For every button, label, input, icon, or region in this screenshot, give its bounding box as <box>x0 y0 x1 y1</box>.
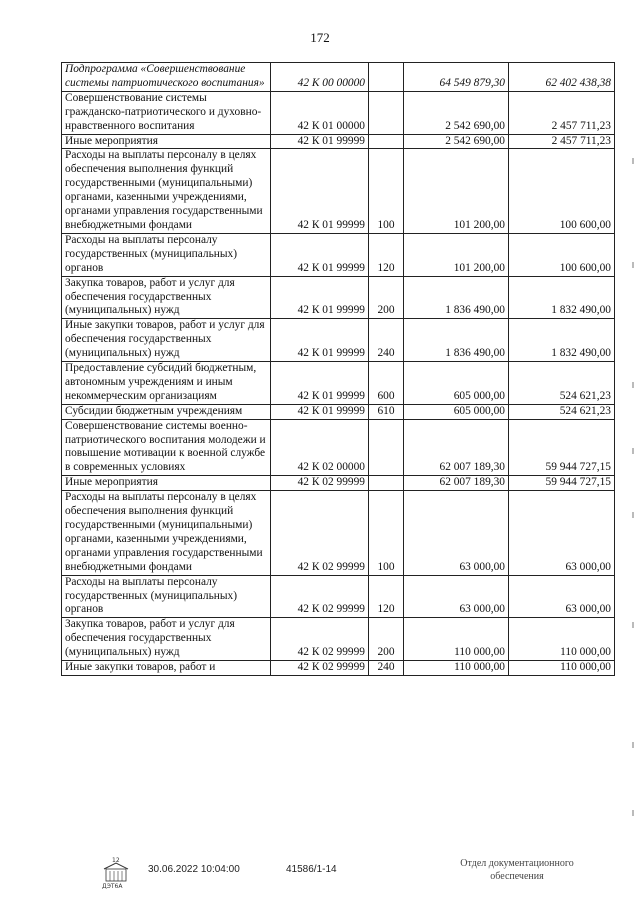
row-amount-actual-cell: 100 600,00 <box>509 149 615 233</box>
row-name-cell: Расходы на выплаты персоналу в целях обеспечения выполнения функций государственными (муниципальными) органами, казенными учреждениями, органами управления государственными внебюджетными фондами <box>62 491 271 575</box>
table-row <box>62 149 615 233</box>
table-row <box>62 618 615 661</box>
row-code-cell: 42 К 02 99999 <box>271 491 369 575</box>
row-amount-actual-cell: 59 944 727,15 <box>509 419 615 476</box>
row-amount-actual-cell: 524 621,23 <box>509 362 615 405</box>
document-footer <box>0 855 640 895</box>
page-number: 172 <box>310 30 330 45</box>
row-code-cell: 42 К 02 99999 <box>271 575 369 618</box>
row-code-cell: 42 К 01 99999 <box>271 134 369 149</box>
row-name-cell: Подпрограмма «Совершенствование системы патриотического воспитания» <box>62 63 271 92</box>
row-amount-planned-cell: 62 007 189,30 <box>404 476 509 491</box>
row-type-cell: 200 <box>369 618 404 661</box>
row-amount-planned-cell: 62 007 189,30 <box>404 419 509 476</box>
row-type-cell: 200 <box>369 276 404 319</box>
row-type-cell: 240 <box>369 661 404 676</box>
row-name-cell: Расходы на выплаты персоналу государственных (муниципальных) органов <box>62 575 271 618</box>
row-amount-planned-cell: 64 549 879,30 <box>404 63 509 92</box>
row-name-cell: Иные закупки товаров, работ и <box>62 661 271 676</box>
row-amount-planned-cell: 2 542 690,00 <box>404 91 509 134</box>
row-type-cell: 100 <box>369 491 404 575</box>
row-name-cell: Предоставление субсидий бюджетным, автономным учреждениям и иным некоммерческим организациям <box>62 362 271 405</box>
row-amount-actual-cell: 1 832 490,00 <box>509 319 615 362</box>
row-amount-actual-cell: 2 457 711,23 <box>509 91 615 134</box>
row-amount-planned-cell: 63 000,00 <box>404 575 509 618</box>
row-name-cell: Совершенствование системы военно-патриотического воспитания молодежи и повышение мотивации к военной службе в современных условиях <box>62 419 271 476</box>
row-amount-planned-cell: 605 000,00 <box>404 362 509 405</box>
row-code-cell: 42 К 01 00000 <box>271 91 369 134</box>
row-name-cell: Иные мероприятия <box>62 134 271 149</box>
document-number: 41586/1-14 <box>286 864 337 875</box>
row-amount-planned-cell: 110 000,00 <box>404 618 509 661</box>
table-row <box>62 404 615 419</box>
row-amount-planned-cell: 2 542 690,00 <box>404 134 509 149</box>
row-amount-actual-cell: 1 832 490,00 <box>509 276 615 319</box>
row-type-cell: 610 <box>369 404 404 419</box>
row-type-cell: 120 <box>369 575 404 618</box>
row-type-cell <box>369 91 404 134</box>
row-code-cell: 42 К 01 99999 <box>271 362 369 405</box>
table-row <box>62 319 615 362</box>
row-amount-actual-cell: 62 402 438,38 <box>509 63 615 92</box>
row-amount-planned-cell: 101 200,00 <box>404 233 509 276</box>
budget-table-body <box>62 63 615 676</box>
row-name-cell: Иные закупки товаров, работ и услуг для обеспечения государственных (муниципальных) нужд <box>62 319 271 362</box>
department-line-1: Отдел документационного <box>460 858 574 869</box>
row-name-cell: Закупка товаров, работ и услуг для обеспечения государственных (муниципальных) нужд <box>62 276 271 319</box>
row-code-cell: 42 К 01 99999 <box>271 319 369 362</box>
row-amount-actual-cell: 59 944 727,15 <box>509 476 615 491</box>
table-row <box>62 362 615 405</box>
row-name-cell: Совершенствование системы гражданско-патриотического и духовно-нравственного воспитания <box>62 91 271 134</box>
timestamp: 30.06.2022 10:04:00 <box>148 864 240 875</box>
row-amount-actual-cell: 100 600,00 <box>509 233 615 276</box>
row-code-cell: 42 К 02 00000 <box>271 419 369 476</box>
row-code-cell: 42 К 01 99999 <box>271 404 369 419</box>
row-type-cell <box>369 476 404 491</box>
stamp-icon <box>98 855 134 889</box>
row-amount-planned-cell: 110 000,00 <box>404 661 509 676</box>
table-row <box>62 233 615 276</box>
row-code-cell: 42 К 00 00000 <box>271 63 369 92</box>
row-type-cell <box>369 134 404 149</box>
row-name-cell: Закупка товаров, работ и услуг для обеспечения государственных (муниципальных) нужд <box>62 618 271 661</box>
row-amount-planned-cell: 63 000,00 <box>404 491 509 575</box>
row-code-cell: 42 К 01 99999 <box>271 149 369 233</box>
row-type-cell <box>369 419 404 476</box>
row-code-cell: 42 К 02 99999 <box>271 661 369 676</box>
table-row <box>62 419 615 476</box>
row-type-cell: 240 <box>369 319 404 362</box>
row-name-cell: Иные мероприятия <box>62 476 271 491</box>
row-type-cell <box>369 63 404 92</box>
table-row <box>62 491 615 575</box>
row-amount-planned-cell: 605 000,00 <box>404 404 509 419</box>
table-row <box>62 276 615 319</box>
row-amount-actual-cell: 524 621,23 <box>509 404 615 419</box>
row-amount-actual-cell: 63 000,00 <box>509 575 615 618</box>
department-label <box>442 857 592 883</box>
svg-text:12: 12 <box>112 857 120 864</box>
row-type-cell: 100 <box>369 149 404 233</box>
table-row <box>62 134 615 149</box>
row-code-cell: 42 К 02 99999 <box>271 476 369 491</box>
table-row <box>62 661 615 676</box>
row-code-cell: 42 К 01 99999 <box>271 276 369 319</box>
svg-text:ДЭТ6А: ДЭТ6А <box>102 883 123 889</box>
row-code-cell: 42 К 01 99999 <box>271 233 369 276</box>
row-amount-actual-cell: 63 000,00 <box>509 491 615 575</box>
row-amount-actual-cell: 110 000,00 <box>509 661 615 676</box>
department-line-2: обеспечения <box>490 871 544 882</box>
row-type-cell: 120 <box>369 233 404 276</box>
table-row <box>62 476 615 491</box>
margin-marks <box>630 0 640 905</box>
row-amount-planned-cell: 1 836 490,00 <box>404 276 509 319</box>
row-code-cell: 42 К 02 99999 <box>271 618 369 661</box>
row-amount-actual-cell: 2 457 711,23 <box>509 134 615 149</box>
table-row <box>62 63 615 92</box>
row-amount-actual-cell: 110 000,00 <box>509 618 615 661</box>
row-name-cell: Расходы на выплаты персоналу в целях обеспечения выполнения функций государственными (муниципальными) органами, казенными учреждениями, органами управления государственными внебюджетными фондами <box>62 149 271 233</box>
registration-stamp <box>98 855 134 889</box>
table-row <box>62 91 615 134</box>
budget-table <box>61 62 615 676</box>
row-name-cell: Субсидии бюджетным учреждениям <box>62 404 271 419</box>
row-amount-planned-cell: 101 200,00 <box>404 149 509 233</box>
table-row <box>62 575 615 618</box>
row-amount-planned-cell: 1 836 490,00 <box>404 319 509 362</box>
row-type-cell: 600 <box>369 362 404 405</box>
row-name-cell: Расходы на выплаты персоналу государственных (муниципальных) органов <box>62 233 271 276</box>
